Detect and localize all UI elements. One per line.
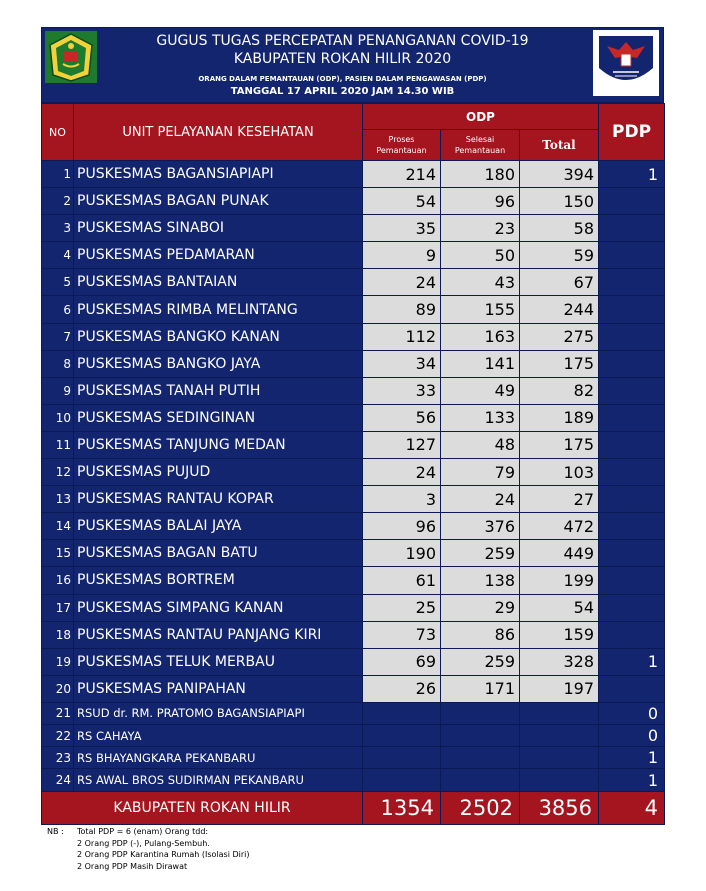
table-row — [42, 242, 665, 269]
column-header-total: Total — [520, 130, 599, 161]
total-value: 197 — [520, 675, 599, 702]
unit-name: PUSKESMAS PANIPAHAN — [74, 675, 363, 702]
pdp-value — [599, 594, 665, 621]
pdp-value — [599, 296, 665, 323]
notes-line: 2 Orang PDP (-), Pulang-Sembuh. — [77, 838, 210, 848]
proses-value: 112 — [363, 323, 441, 350]
selesai-value: 259 — [441, 648, 520, 675]
selesai-value: 171 — [441, 675, 520, 702]
proses-value: 214 — [363, 161, 441, 188]
selesai-value: 29 — [441, 594, 520, 621]
unit-name: PUSKESMAS BALAI JAYA — [74, 513, 363, 540]
report-header — [41, 27, 664, 103]
table-row — [42, 747, 665, 769]
column-header-odp: ODP — [363, 104, 599, 130]
proses-value: 3 — [363, 486, 441, 513]
row-number: 20 — [42, 675, 74, 702]
unit-name: PUSKESMAS PEDAMARAN — [74, 242, 363, 269]
unit-name: PUSKESMAS TANAH PUTIH — [74, 377, 363, 404]
unit-name: RS CAHAYA — [74, 725, 363, 747]
pdp-value — [599, 431, 665, 458]
proses-value: 25 — [363, 594, 441, 621]
proses-value: 34 — [363, 350, 441, 377]
column-header-proses: Proses Pemantauan — [363, 130, 441, 161]
proses-value: 73 — [363, 621, 441, 648]
pdp-value: 1 — [599, 648, 665, 675]
total-value: 394 — [520, 161, 599, 188]
total-value: 67 — [520, 269, 599, 296]
selesai-value: 259 — [441, 540, 520, 567]
table-row — [42, 459, 665, 486]
unit-name: PUSKESMAS BANTAIAN — [74, 269, 363, 296]
total-value: 328 — [520, 648, 599, 675]
pdp-value: 1 — [599, 747, 665, 769]
selesai-value: 163 — [441, 323, 520, 350]
table-row — [42, 188, 665, 215]
data-table — [41, 103, 665, 825]
table-row — [42, 215, 665, 242]
pdp-value: 1 — [599, 161, 665, 188]
proses-value: 33 — [363, 377, 441, 404]
unit-name: PUSKESMAS BAGANSIAPIAPI — [74, 161, 363, 188]
notes-line: 2 Orang PDP Masih Dirawat — [77, 861, 188, 871]
table-row — [42, 594, 665, 621]
unit-name: PUSKESMAS BORTREM — [74, 567, 363, 594]
unit-name: RS BHAYANGKARA PEKANBARU — [74, 747, 363, 769]
proses-value: 26 — [363, 675, 441, 702]
total-value: 199 — [520, 567, 599, 594]
table-row — [42, 513, 665, 540]
selesai-value: 141 — [441, 350, 520, 377]
row-number: 5 — [42, 269, 74, 296]
selesai-value: 50 — [441, 242, 520, 269]
table-row — [42, 540, 665, 567]
table-row — [42, 567, 665, 594]
pdp-value: 1 — [599, 769, 665, 791]
column-header-pdp: PDP — [599, 104, 665, 161]
report-sheet — [41, 27, 664, 825]
unit-name: PUSKESMAS BANGKO JAYA — [74, 350, 363, 377]
selesai-value: 138 — [441, 567, 520, 594]
proses-value: 24 — [363, 269, 441, 296]
pdp-value — [599, 567, 665, 594]
pdp-value — [599, 513, 665, 540]
row-number: 7 — [42, 323, 74, 350]
row-number: 8 — [42, 350, 74, 377]
total-total: 3856 — [520, 791, 599, 824]
proses-value — [363, 747, 441, 769]
pdp-value — [599, 188, 665, 215]
selesai-value: 96 — [441, 188, 520, 215]
gugus-tugas-garuda-icon — [593, 30, 659, 96]
row-number: 4 — [42, 242, 74, 269]
selesai-value: 79 — [441, 459, 520, 486]
notes — [47, 826, 250, 872]
total-value: 175 — [520, 431, 599, 458]
selesai-value: 180 — [441, 161, 520, 188]
row-number: 9 — [42, 377, 74, 404]
unit-name: PUSKESMAS RANTAU PANJANG KIRI — [74, 621, 363, 648]
total-selesai: 2502 — [441, 791, 520, 824]
total-value: 27 — [520, 486, 599, 513]
row-number: 15 — [42, 540, 74, 567]
unit-name: PUSKESMAS RIMBA MELINTANG — [74, 296, 363, 323]
row-number: 17 — [42, 594, 74, 621]
proses-value: 127 — [363, 431, 441, 458]
unit-name: RS AWAL BROS SUDIRMAN PEKANBARU — [74, 769, 363, 791]
header-subtitle: KABUPATEN ROKAN HILIR 2020 — [233, 51, 452, 67]
row-number: 10 — [42, 404, 74, 431]
selesai-value — [441, 702, 520, 724]
row-number: 12 — [42, 459, 74, 486]
unit-name: PUSKESMAS PUJUD — [74, 459, 363, 486]
table-row — [42, 769, 665, 791]
table-row — [42, 431, 665, 458]
total-value: 103 — [520, 459, 599, 486]
pdp-value: 0 — [599, 725, 665, 747]
total-value: 275 — [520, 323, 599, 350]
unit-name: RSUD dr. RM. PRATOMO BAGANSIAPIAPI — [74, 702, 363, 724]
total-value: 59 — [520, 242, 599, 269]
unit-name: PUSKESMAS BAGAN PUNAK — [74, 188, 363, 215]
pdp-value — [599, 404, 665, 431]
unit-name: PUSKESMAS BAGAN BATU — [74, 540, 363, 567]
total-proses: 1354 — [363, 791, 441, 824]
notes-line: 2 Orang PDP Karantina Rumah (Isolasi Diri) — [77, 850, 250, 859]
selesai-value: 48 — [441, 431, 520, 458]
table-row — [42, 725, 665, 747]
unit-name: PUSKESMAS TELUK MERBAU — [74, 648, 363, 675]
total-value — [520, 702, 599, 724]
table-row — [42, 648, 665, 675]
selesai-value: 49 — [441, 377, 520, 404]
header-description: ORANG DALAM PEMANTAUAN (ODP), PASIEN DALAM PENGAWASAN (PDP) — [198, 75, 487, 83]
proses-value — [363, 725, 441, 747]
table-row — [42, 350, 665, 377]
row-number: 16 — [42, 567, 74, 594]
proses-value: 61 — [363, 567, 441, 594]
selesai-value: 133 — [441, 404, 520, 431]
table-row — [42, 323, 665, 350]
row-number: 2 — [42, 188, 74, 215]
table-row — [42, 269, 665, 296]
row-number: 3 — [42, 215, 74, 242]
selesai-value: 43 — [441, 269, 520, 296]
total-pdp: 4 — [599, 791, 665, 824]
header-date: TANGGAL 17 APRIL 2020 JAM 14.30 WIB — [230, 86, 455, 97]
unit-name: PUSKESMAS SIMPANG KANAN — [74, 594, 363, 621]
pdp-value — [599, 350, 665, 377]
proses-value: 35 — [363, 215, 441, 242]
table-row — [42, 404, 665, 431]
pdp-value — [599, 323, 665, 350]
pdp-value — [599, 377, 665, 404]
selesai-value: 23 — [441, 215, 520, 242]
selesai-value — [441, 747, 520, 769]
column-header-selesai: Selesai Pemantauan — [441, 130, 520, 161]
total-value — [520, 769, 599, 791]
total-value: 54 — [520, 594, 599, 621]
row-number: 13 — [42, 486, 74, 513]
proses-value: 190 — [363, 540, 441, 567]
total-value: 175 — [520, 350, 599, 377]
row-number: 14 — [42, 513, 74, 540]
pdp-value — [599, 675, 665, 702]
table-row — [42, 621, 665, 648]
pdp-value — [599, 242, 665, 269]
header-title: GUGUS TUGAS PERCEPATAN PENANGANAN COVID-19 — [156, 33, 529, 49]
table-row — [42, 675, 665, 702]
total-value: 159 — [520, 621, 599, 648]
row-number: 23 — [42, 747, 74, 769]
total-value: 472 — [520, 513, 599, 540]
row-number: 21 — [42, 702, 74, 724]
total-value — [520, 725, 599, 747]
table-row — [42, 486, 665, 513]
selesai-value: 86 — [441, 621, 520, 648]
total-value: 58 — [520, 215, 599, 242]
unit-name: PUSKESMAS SEDINGINAN — [74, 404, 363, 431]
row-number: 19 — [42, 648, 74, 675]
proses-value: 54 — [363, 188, 441, 215]
proses-value: 9 — [363, 242, 441, 269]
total-value: 189 — [520, 404, 599, 431]
regency-emblem-icon — [45, 31, 97, 83]
selesai-value — [441, 725, 520, 747]
column-header-unit: UNIT PELAYANAN KESEHATAN — [74, 104, 363, 161]
pdp-value — [599, 215, 665, 242]
table-row — [42, 161, 665, 188]
notes-line: Total PDP = 6 (enam) Orang tdd: — [77, 827, 209, 836]
notes-prefix: NB : — [47, 827, 64, 836]
pdp-value — [599, 486, 665, 513]
pdp-value — [599, 269, 665, 296]
row-number: 1 — [42, 161, 74, 188]
total-row — [42, 791, 665, 824]
row-number: 6 — [42, 296, 74, 323]
total-value — [520, 747, 599, 769]
total-value: 150 — [520, 188, 599, 215]
column-header-no: NO — [42, 104, 74, 161]
proses-value: 69 — [363, 648, 441, 675]
row-number: 24 — [42, 769, 74, 791]
total-value: 449 — [520, 540, 599, 567]
proses-value — [363, 769, 441, 791]
proses-value: 24 — [363, 459, 441, 486]
selesai-value: 376 — [441, 513, 520, 540]
total-value: 244 — [520, 296, 599, 323]
unit-name: PUSKESMAS SINABOI — [74, 215, 363, 242]
pdp-value — [599, 459, 665, 486]
row-number: 11 — [42, 431, 74, 458]
table-row — [42, 377, 665, 404]
proses-value — [363, 702, 441, 724]
pdp-value — [599, 621, 665, 648]
row-number: 18 — [42, 621, 74, 648]
unit-name: PUSKESMAS BANGKO KANAN — [74, 323, 363, 350]
proses-value: 96 — [363, 513, 441, 540]
unit-name: PUSKESMAS TANJUNG MEDAN — [74, 431, 363, 458]
table-row — [42, 702, 665, 724]
selesai-value — [441, 769, 520, 791]
total-value: 82 — [520, 377, 599, 404]
total-label: KABUPATEN ROKAN HILIR — [42, 791, 363, 824]
pdp-value: 0 — [599, 702, 665, 724]
proses-value: 56 — [363, 404, 441, 431]
proses-value: 89 — [363, 296, 441, 323]
unit-name: PUSKESMAS RANTAU KOPAR — [74, 486, 363, 513]
row-number: 22 — [42, 725, 74, 747]
selesai-value: 155 — [441, 296, 520, 323]
pdp-value — [599, 540, 665, 567]
table-row — [42, 296, 665, 323]
selesai-value: 24 — [441, 486, 520, 513]
